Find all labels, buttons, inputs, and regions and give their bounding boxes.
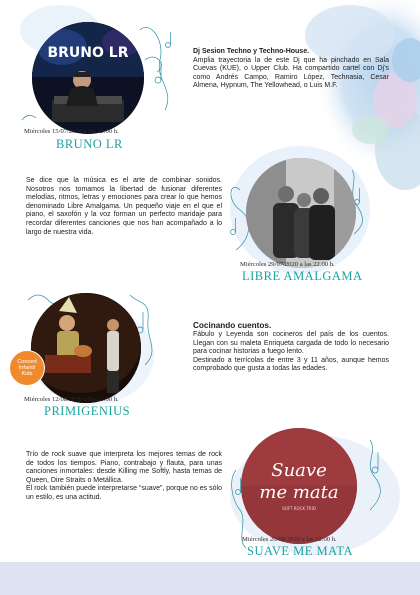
event-name: LIBRE AMALGAMA — [242, 269, 363, 283]
event-body: El rock también puede interpretarse “suave”, porque no es sólo un estilo, es una actitud. — [26, 485, 222, 501]
event-body: Se dice que la música es el arte de combinar sonidos. Nosotros nos tomamos la libertad de fusionar diferentes melodías, ritmos, letras y emociones para crear lo que hemos denominado Libre Amalgama. Un pequeño viaje en el que el piano, el saxofón y la voz forman un perfecto maridaje para recordar diferentes canciones que nos han acompañado a lo largo de nuestra vida. — [26, 177, 222, 236]
bruno-lr-photo — [32, 22, 144, 134]
badge-line: Infantil — [18, 364, 36, 371]
event-body: Amplia trayectoria la de este Dj que ha pinchado en Sala Cuevas (KUE), o Upper Club. Ha compartido cartel con Dj’s como Andrés Campo, Ramiro López, Technasia, Cesar Almena, Hypnum, The Yellowhead, o Luis M.F. — [193, 56, 389, 90]
event-title: Dj Sesion Techno y Techno-House. — [193, 48, 310, 55]
badge-line: Concert — [17, 358, 37, 365]
event-name: PRIMIGENIUS — [44, 404, 131, 418]
event-date: Miércoles 15/07/2020 a las 22.00 h. — [24, 128, 119, 135]
poster-subtitle: SOFT ROCK TRIO — [282, 506, 316, 511]
event-description — [193, 321, 389, 374]
poster-title-line: me mata — [259, 482, 339, 503]
event-description — [26, 177, 222, 237]
bruno-lr-logo: BRUNO LR — [47, 45, 129, 61]
concert-kids-badge — [9, 350, 45, 386]
primigenius-photo — [31, 293, 141, 403]
event-name: SUAVE ME MATA — [247, 544, 353, 558]
event-body: Fábulo y Leyenda son cocineros del país de los cuentos. Llegan con su maleta Enriqueta cargada de todo lo necesario para cocinar historias a fuego lento. — [193, 331, 389, 356]
libre-amalgama-photo — [246, 158, 356, 268]
event-body: Destinado a terrícolas de entre 3 y 11 años, aunque hemos comprobado que gusta a todas las edades. — [193, 356, 389, 373]
event-name: BRUNO LR — [56, 137, 123, 151]
event-description — [193, 48, 389, 91]
event-date: Miércoles 12/08/2020 a las 21.00 h. — [24, 396, 119, 403]
suave-me-mata-poster — [241, 428, 357, 544]
event-date: Miércoles 29/07/2020 a las 22.00 h. — [240, 261, 335, 268]
badge-line: Kids — [21, 371, 33, 378]
footer-band — [0, 562, 420, 595]
event-description — [26, 451, 222, 503]
event-title: Cocinando cuentos. — [193, 321, 272, 330]
poster-title-line: Suave — [271, 460, 327, 481]
event-body: Trío de rock suave que interpreta los mejores temas de rock de todos los tiempos. Piano, contrabajo y flauta, para unas canciones inmortales: desde Killing me Softly, hasta temas de Queen, Dire Straits o Metállica. — [26, 451, 222, 484]
event-date: Miércoles 26/08/2020 a las 22.00 h. — [242, 536, 337, 543]
